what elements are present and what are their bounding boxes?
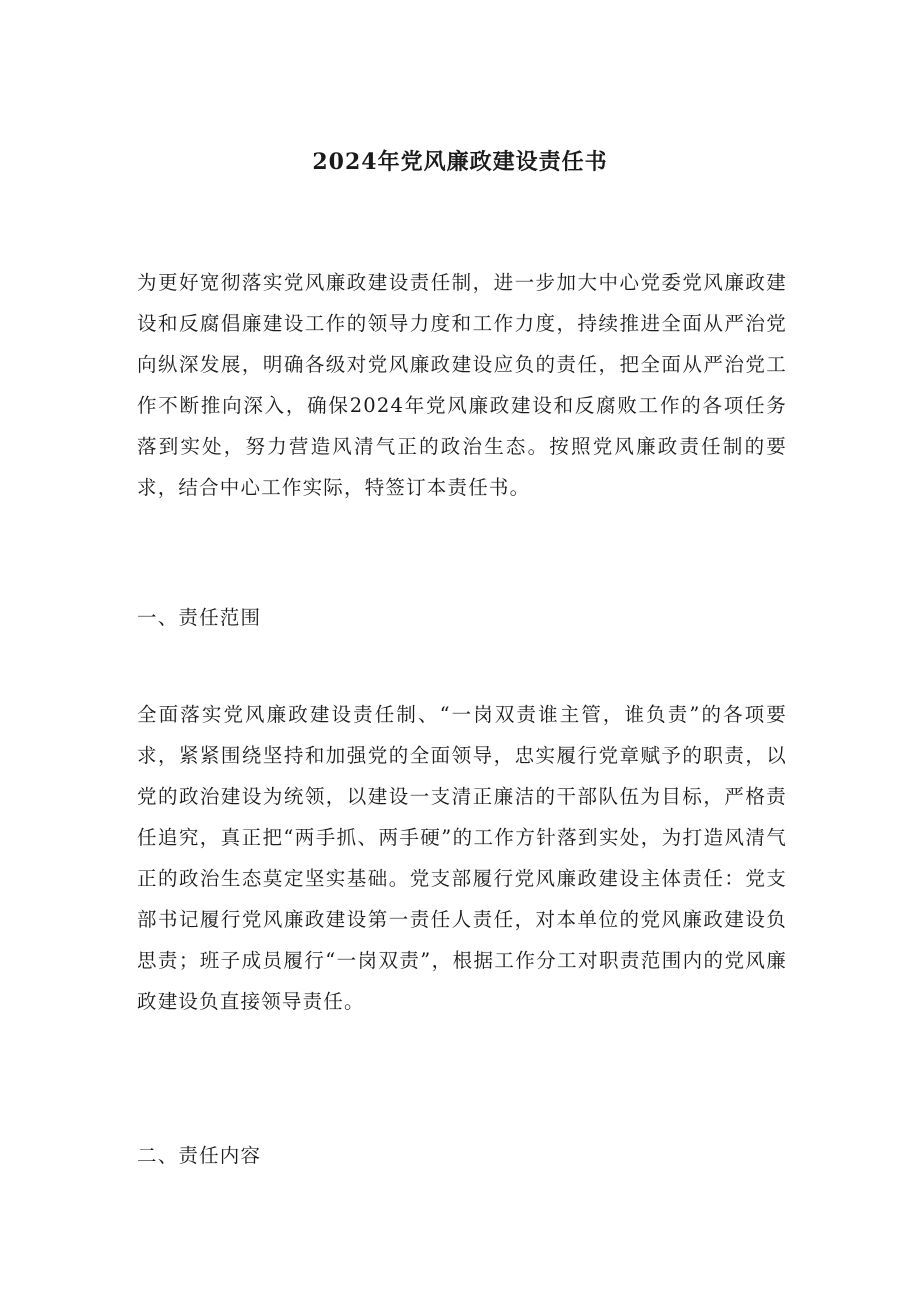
intro-paragraph: 为更好宽彻落实党风廉政建设责任制，进一步加大中心党委党风廉政建设和反腐倡廉建设工作的领导力度和工作力度，持续推进全面从严治党向纵深发展，明确各级对党风廉政建设应负的责任，把全面从严治党工作不断推向深入，确保2024年党风廉政建设和反腐败工作的各项任务落到实处，努力营造风清气正的政治生态。按照党风廉政责任制的要求，结合中心工作实际，特签订本责任书。	[137, 271, 787, 499]
section-heading-content: 二、责任内容	[137, 1144, 262, 1167]
section-body-scope: 全面落实党风廉政建设责任制、“一岗双责谁主管，谁负责”的各项要求，紧紧围绕坚持和加强党的全面领导，忠实履行党章赋予的职责，以党的政治建设为统领，以建设一支清正廉洁的干部队伍为目标，严格责任追究，真正把“两手抓、两手硬”的工作方针落到实处，为打造风清气正的政治生态莫定坚实基础。党支部履行党风廉政建设主体责任：党支部书记履行党风廉政建设第一责任人责任，对本单位的党风廉政建设负思责；班子成员履行“一岗双责”，根据工作分工对职责范围内的党风廉政建设负直接领导责任。	[137, 703, 787, 1013]
section-heading-scope: 一、责任范围	[137, 606, 262, 629]
document-title: 2024年党风廉政建设责任书	[312, 149, 608, 175]
